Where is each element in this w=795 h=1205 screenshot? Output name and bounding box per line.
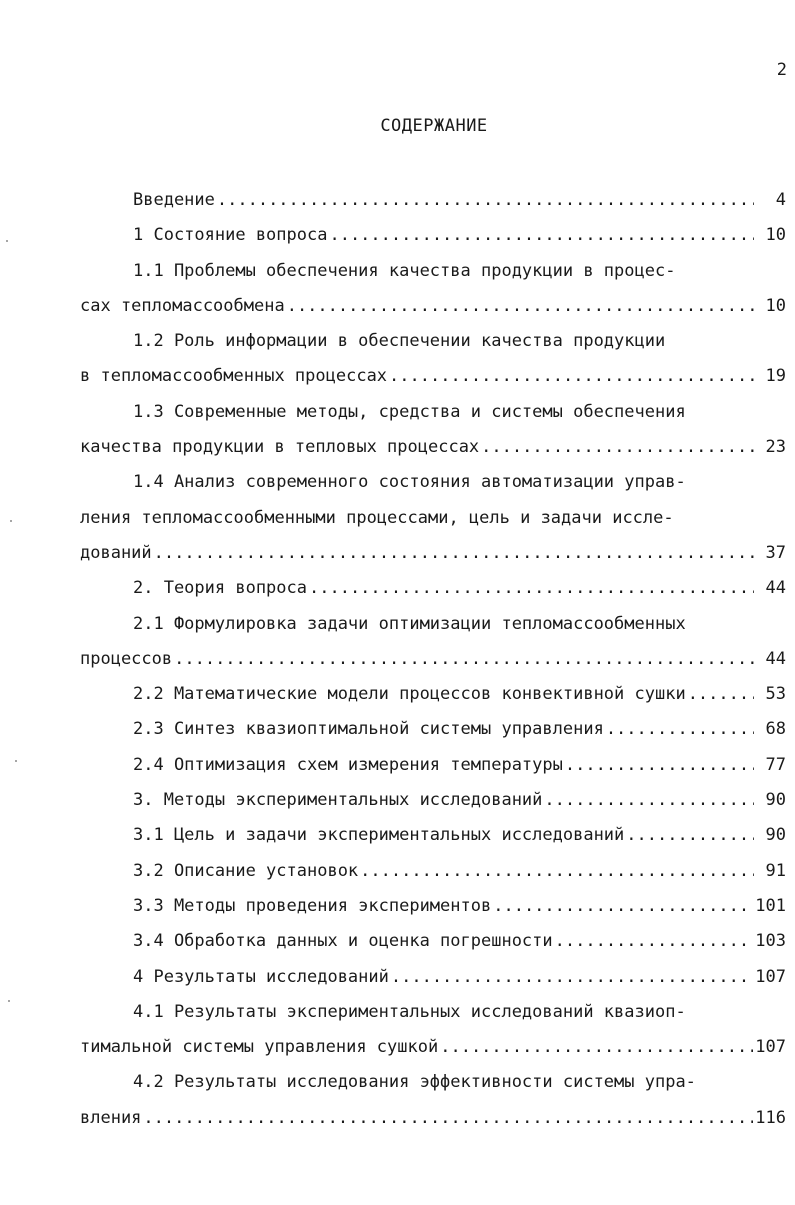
toc-entry-text: 2.1 Формулировка задачи оптимизации тепломассообменных	[133, 613, 686, 634]
dot-leader	[606, 712, 754, 747]
toc-page-number: 44	[765, 648, 786, 669]
toc-page-number: 90	[765, 790, 786, 811]
toc-page-number: 107	[755, 966, 786, 987]
document-title: СОДЕРЖАНИЕ	[380, 116, 488, 136]
toc-entry-line	[80, 430, 786, 465]
dot-leader	[688, 677, 754, 712]
scan-speck	[10, 520, 12, 522]
toc-entry-line	[80, 501, 786, 536]
toc-entry-text: тимальной системы управления сушкой	[80, 1037, 439, 1058]
page-number: 2	[776, 60, 787, 80]
toc-entry-text: 1.3 Современные методы, средства и системы обеспечения	[133, 401, 686, 422]
dot-leader	[555, 924, 754, 959]
toc-entry-text: в тепломассообменных процессах	[80, 366, 388, 387]
toc-entry-text: сах тепломассообмена	[80, 295, 285, 316]
toc-entry-line	[80, 183, 786, 218]
toc-entry-text: 1 Состояние вопроса	[133, 225, 328, 246]
dot-leader	[174, 642, 754, 677]
toc-entry-text: 2.2 Математические модели процессов конвективной сушки	[133, 684, 686, 705]
toc-entry-text: 3.3 Методы проведения экспериментов	[133, 895, 492, 916]
toc-entry-line	[80, 536, 786, 571]
toc-entry-line	[80, 289, 786, 324]
toc-entry-text: 3.4 Обработка данных и оценка погрешности	[133, 931, 553, 952]
dot-leader	[309, 571, 754, 606]
toc-entry-line	[80, 677, 786, 712]
toc-entry-text: 3. Методы экспериментальных исследований	[133, 790, 543, 811]
toc-entry-line	[80, 324, 786, 359]
toc-page-number: 116	[755, 1107, 786, 1128]
toc-page-number: 91	[765, 860, 786, 881]
toc-page-number: 37	[765, 542, 786, 563]
dot-leader	[287, 289, 754, 324]
toc-entry-text: 4.1 Результаты экспериментальных исследований квазиоп-	[133, 1001, 686, 1022]
toc-page-number: 44	[765, 578, 786, 599]
toc-entry-line	[80, 642, 786, 677]
toc-entry-line	[80, 889, 786, 924]
toc-page-number: 90	[765, 825, 786, 846]
dot-leader	[626, 818, 754, 853]
dot-leader	[565, 748, 754, 783]
toc-page-number: 10	[765, 225, 786, 246]
toc-entry-line	[80, 854, 786, 889]
toc-entry-line	[80, 254, 786, 289]
toc-entry-line	[80, 395, 786, 430]
scan-speck	[6, 240, 8, 242]
toc-page-number: 68	[765, 719, 786, 740]
toc-entry-line	[80, 465, 786, 500]
scan-speck	[15, 760, 17, 762]
toc-entry-text: процессов	[80, 648, 173, 669]
toc-entry-line	[80, 924, 786, 959]
toc-page-number: 101	[755, 895, 786, 916]
toc-entry-text: 3.2 Описание установок	[133, 860, 359, 881]
toc-entry-line	[80, 607, 786, 642]
toc-entry-text: 3.1 Цель и задачи экспериментальных исследований	[133, 825, 625, 846]
toc-entry-line	[80, 1065, 786, 1100]
toc-entry-text: 2.4 Оптимизация схем измерения температуры	[133, 754, 563, 775]
toc-page-number: 103	[755, 931, 786, 952]
toc-entry-text: 1.1 Проблемы обеспечения качества продукции в процес-	[133, 260, 676, 281]
dot-leader	[217, 183, 754, 218]
toc-entry-text: Введение	[133, 190, 215, 210]
toc-entry-text: дований	[80, 542, 152, 563]
toc-entry-line	[80, 712, 786, 747]
dot-leader	[360, 854, 754, 889]
toc-page-number: 4	[775, 190, 786, 210]
toc-page-number: 10	[765, 295, 786, 316]
toc-page-number: 77	[765, 754, 786, 775]
toc-entry-line	[80, 218, 786, 253]
toc-entry-line	[80, 359, 786, 394]
table-of-contents	[80, 183, 786, 1136]
toc-page-number: 53	[765, 684, 786, 705]
toc-entry-line	[80, 818, 786, 853]
toc-entry-text: 4.2 Результаты исследования эффективности системы упра-	[133, 1072, 696, 1093]
toc-entry-line	[80, 1101, 786, 1136]
dot-leader	[329, 218, 754, 253]
toc-entry-line	[80, 783, 786, 818]
toc-entry-text: 1.2 Роль информации в обеспечении качества продукции	[133, 331, 666, 352]
toc-entry-text: 2.3 Синтез квазиоптимальной системы управления	[133, 719, 604, 740]
toc-entry-text: качества продукции в тепловых процессах	[80, 437, 480, 458]
toc-entry-text: 1.4 Анализ современного состояния автоматизации управ-	[133, 472, 686, 493]
scan-speck	[8, 1000, 10, 1002]
dot-leader	[389, 359, 754, 394]
dot-leader	[493, 889, 753, 924]
toc-page-number: 19	[765, 366, 786, 387]
toc-entry-line	[80, 748, 786, 783]
dot-leader	[391, 960, 753, 995]
toc-entry-text: вления	[80, 1107, 142, 1128]
dot-leader	[440, 1030, 753, 1065]
toc-entry-line	[80, 1030, 786, 1065]
dot-leader	[544, 783, 754, 818]
toc-page-number: 23	[765, 437, 786, 458]
toc-entry-text: 2. Теория вопроса	[133, 578, 307, 599]
dot-leader	[481, 430, 754, 465]
toc-entry-line	[80, 995, 786, 1030]
toc-entry-line	[80, 571, 786, 606]
toc-entry-text: 4 Результаты исследований	[133, 966, 389, 987]
toc-entry-text: ления тепломассообменными процессами, цель и задачи иссле-	[80, 507, 674, 528]
toc-entry-line	[80, 960, 786, 995]
toc-page-number: 107	[755, 1037, 786, 1058]
dot-leader	[143, 1101, 753, 1136]
dot-leader	[154, 536, 754, 571]
